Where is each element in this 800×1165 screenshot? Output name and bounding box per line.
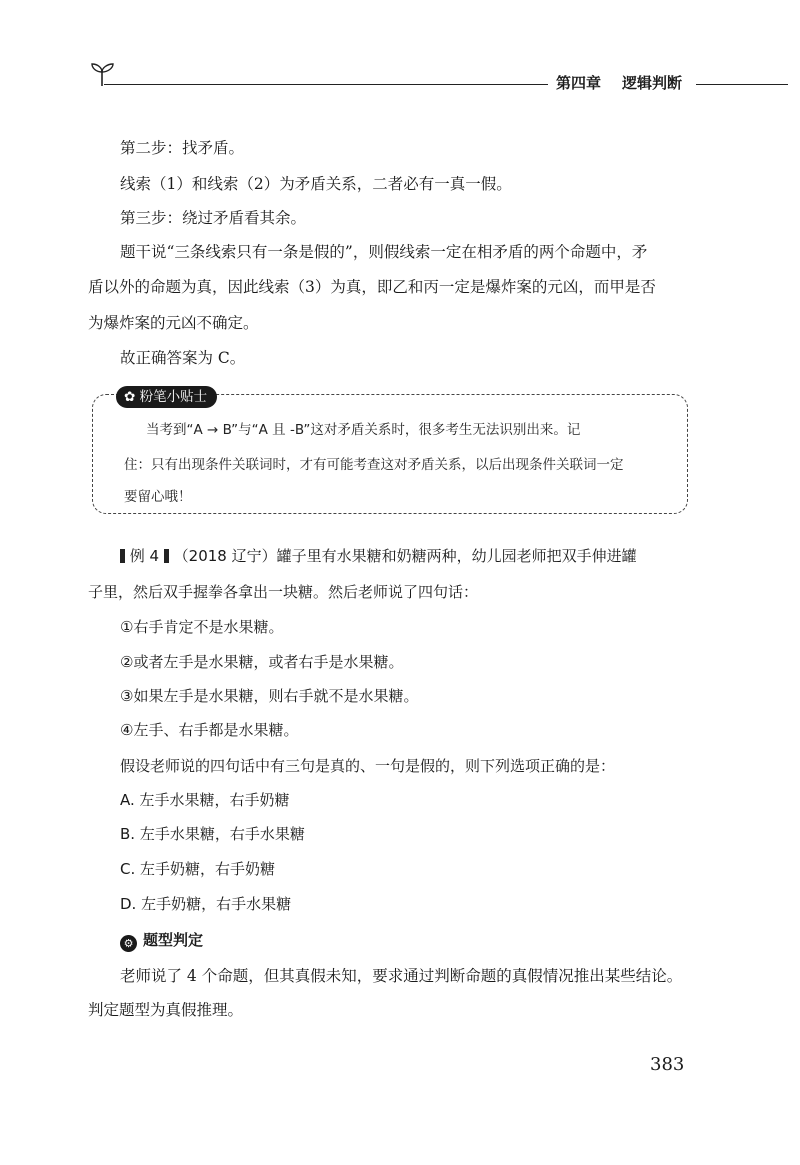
tip-line-2: 住：只有出现条件关联词时，才有可能考查这对矛盾关系，以后出现条件关联词一定 bbox=[124, 457, 624, 473]
analysis-line-2: 判定题型为真假推理。 bbox=[88, 1001, 244, 1019]
paragraph-line-3: 为爆炸案的元凶不确定。 bbox=[88, 314, 259, 332]
example-heading bbox=[120, 546, 637, 566]
page-number: 383 bbox=[650, 1054, 685, 1075]
statement-3: ③如果左手是水果糖，则右手就不是水果糖。 bbox=[120, 687, 419, 705]
example-text-line-2: 子里，然后双手握拳各拿出一块糖。然后老师说了四句话： bbox=[88, 583, 479, 601]
bracket-left bbox=[120, 549, 125, 563]
example-label: 例 4 bbox=[129, 547, 160, 565]
header-rule-right bbox=[696, 84, 788, 85]
paragraph-line-1: 题干说“三条线索只有一条是假的”，则假线索一定在相矛盾的两个命题中，矛 bbox=[120, 243, 648, 261]
tip-line-3: 要留心哦！ bbox=[124, 489, 192, 505]
step2-text: 线索（1）和线索（2）为矛盾关系，二者必有一真一假。 bbox=[120, 175, 512, 193]
option-a: A. 左手水果糖，右手奶糖 bbox=[120, 791, 290, 809]
step2-title: 第二步：找矛盾。 bbox=[120, 139, 245, 157]
sprout-icon: ✿ bbox=[124, 389, 136, 405]
statement-4: ④左手、右手都是水果糖。 bbox=[120, 721, 299, 739]
answer-line: 故正确答案为 C。 bbox=[120, 349, 246, 367]
statement-1: ①右手肯定不是水果糖。 bbox=[120, 618, 284, 636]
bracket-right bbox=[164, 549, 169, 563]
analysis-title: 题型判定 bbox=[143, 931, 204, 949]
question-text: 假设老师说的四句话中有三句是真的、一句是假的，则下列选项正确的是： bbox=[120, 757, 616, 775]
header-section: 逻辑判断 bbox=[622, 74, 683, 92]
paragraph-line-2: 盾以外的命题为真，因此线索（3）为真，即乙和丙一定是爆炸案的元凶，而甲是否 bbox=[88, 278, 656, 296]
example-source: （2018 辽宁） bbox=[173, 547, 277, 565]
analysis-heading bbox=[120, 930, 203, 952]
example-text-line-1: 罐子里有水果糖和奶糖两种，幼儿园老师把双手伸进罐 bbox=[276, 547, 637, 565]
statement-2: ②或者左手是水果糖，或者右手是水果糖。 bbox=[120, 653, 404, 671]
option-d: D. 左手奶糖，右手水果糖 bbox=[120, 895, 292, 913]
tip-badge bbox=[116, 386, 217, 408]
tip-title: 粉笔小贴士 bbox=[139, 389, 208, 405]
step3-title: 第三步：绕过矛盾看其余。 bbox=[120, 209, 307, 227]
option-c: C. 左手奶糖，右手奶糖 bbox=[120, 860, 276, 878]
gear-icon: ⚙ bbox=[120, 935, 137, 952]
analysis-line-1: 老师说了 4 个命题，但其真假未知，要求通过判断命题的真假情况推出某些结论。 bbox=[120, 967, 683, 985]
tip-line-1: 当考到“A → B”与“A 且 -B”这对矛盾关系时，很多考生无法识别出来。记 bbox=[146, 422, 581, 438]
header-chapter: 第四章 bbox=[556, 74, 602, 92]
header-rule-left bbox=[104, 84, 548, 85]
option-b: B. 左手水果糖，右手水果糖 bbox=[120, 825, 305, 843]
